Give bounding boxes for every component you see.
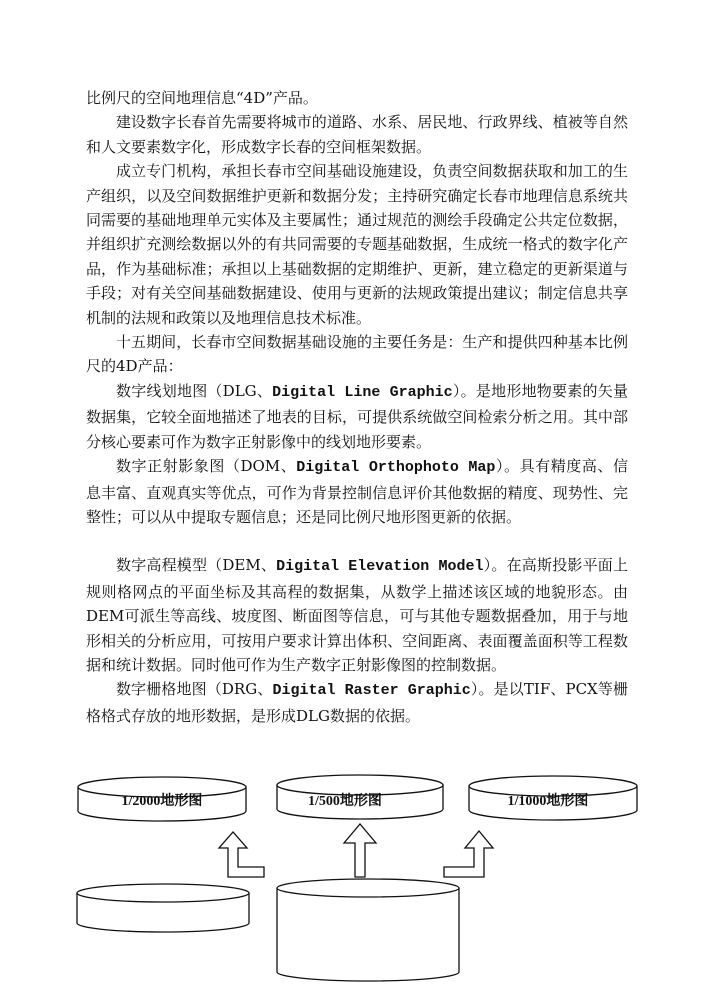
label-1-500-map: 1/500地形图 [308, 794, 382, 809]
paragraph-drg: 数字栅格地图（DRG、Digital Raster Graphic）。是以TIF、PCX等栅格格式存放的地形数据，是形成DLG数据的依据。 [86, 680, 628, 725]
arrow-up-left [219, 832, 264, 877]
cylinder-1-1000-map [469, 776, 637, 820]
paragraph-dem: 数字高程模型（DEM、Digital Elevation Model）。在高斯投影平面上规则格网点的平面坐标及其高程的数据集，从数学上描述该区域的地貌形态。由DEM可派生等高线、坡度图、断面图等信息，可与其他专题数据叠加，用于与地形相关的分析应用，可按用户要求计算出体积、空间距离、表面覆盖面积等工程数据和统计数据。同时他可作为生产数字正射影像图的控制数据。 [86, 556, 628, 674]
label-1-1000-map: 1/1000地形图 [507, 794, 589, 809]
cylinder-1-500-map [277, 775, 443, 819]
arrow-up-middle [344, 824, 376, 877]
arrow-up-right [444, 831, 493, 877]
paragraph: 建设数字长春首先需要将城市的道路、水系、居民地、行政界线、植被等自然和人文要素数字化，形成数字长春的空间框架数据。 [86, 113, 628, 156]
label-1-2000-map: 1/2000地形图 [121, 794, 203, 809]
paragraph: 十五期间，长春市空间数据基础设施的主要任务是：生产和提供四种基本比例尺的4D产品： [86, 333, 628, 376]
paragraph: 成立专门机构，承担长春市空间基础设施建设，负责空间数据获取和加工的生产组织，以及空间数据维护更新和数据分发；主持研究确定长春市地理信息系统共同需要的基础地理单元实体及主要属性；通过规范的测绘手段确定公共定位数据，并组织扩充测绘数据以外的有共同需要的专题基础数据，生成统一格式的数字化产品，作为基础标准；承担以上基础数据的定期维护、更新，建立稳定的更新渠道与手段；对有关空间基础数据建设、使用与更新的法规政策提出建议；制定信息共享机制的法规和政策以及地理信息技术标准。 [86, 162, 628, 327]
paragraph-dlg: 数字线划地图（DLG、Digital Line Graphic）。是地形地物要素的矢量数据集，它较全面地描述了地表的目标，可提供系统做空间检索分析之用。其中部分核心要素可作为数字正射影像中的线划地形要素。 [86, 381, 628, 451]
paragraph-dom: 数字正射影象图（DOM、Digital Orthophoto Map）。具有精度高、信息丰富、直观真实等优点，可作为背景控制信息评价其他数据的精度、现势性、完整性；可以从中提取专题信息；还是同比例尺地形图更新的依据。 [86, 457, 628, 526]
cylinder-1-2000-map [78, 777, 246, 821]
cylinder-bottom-middle [277, 879, 459, 981]
cylinder-bottom-left [77, 884, 249, 932]
paragraph: 比例尺的空间地理信息“4D”产品。 [86, 89, 318, 107]
